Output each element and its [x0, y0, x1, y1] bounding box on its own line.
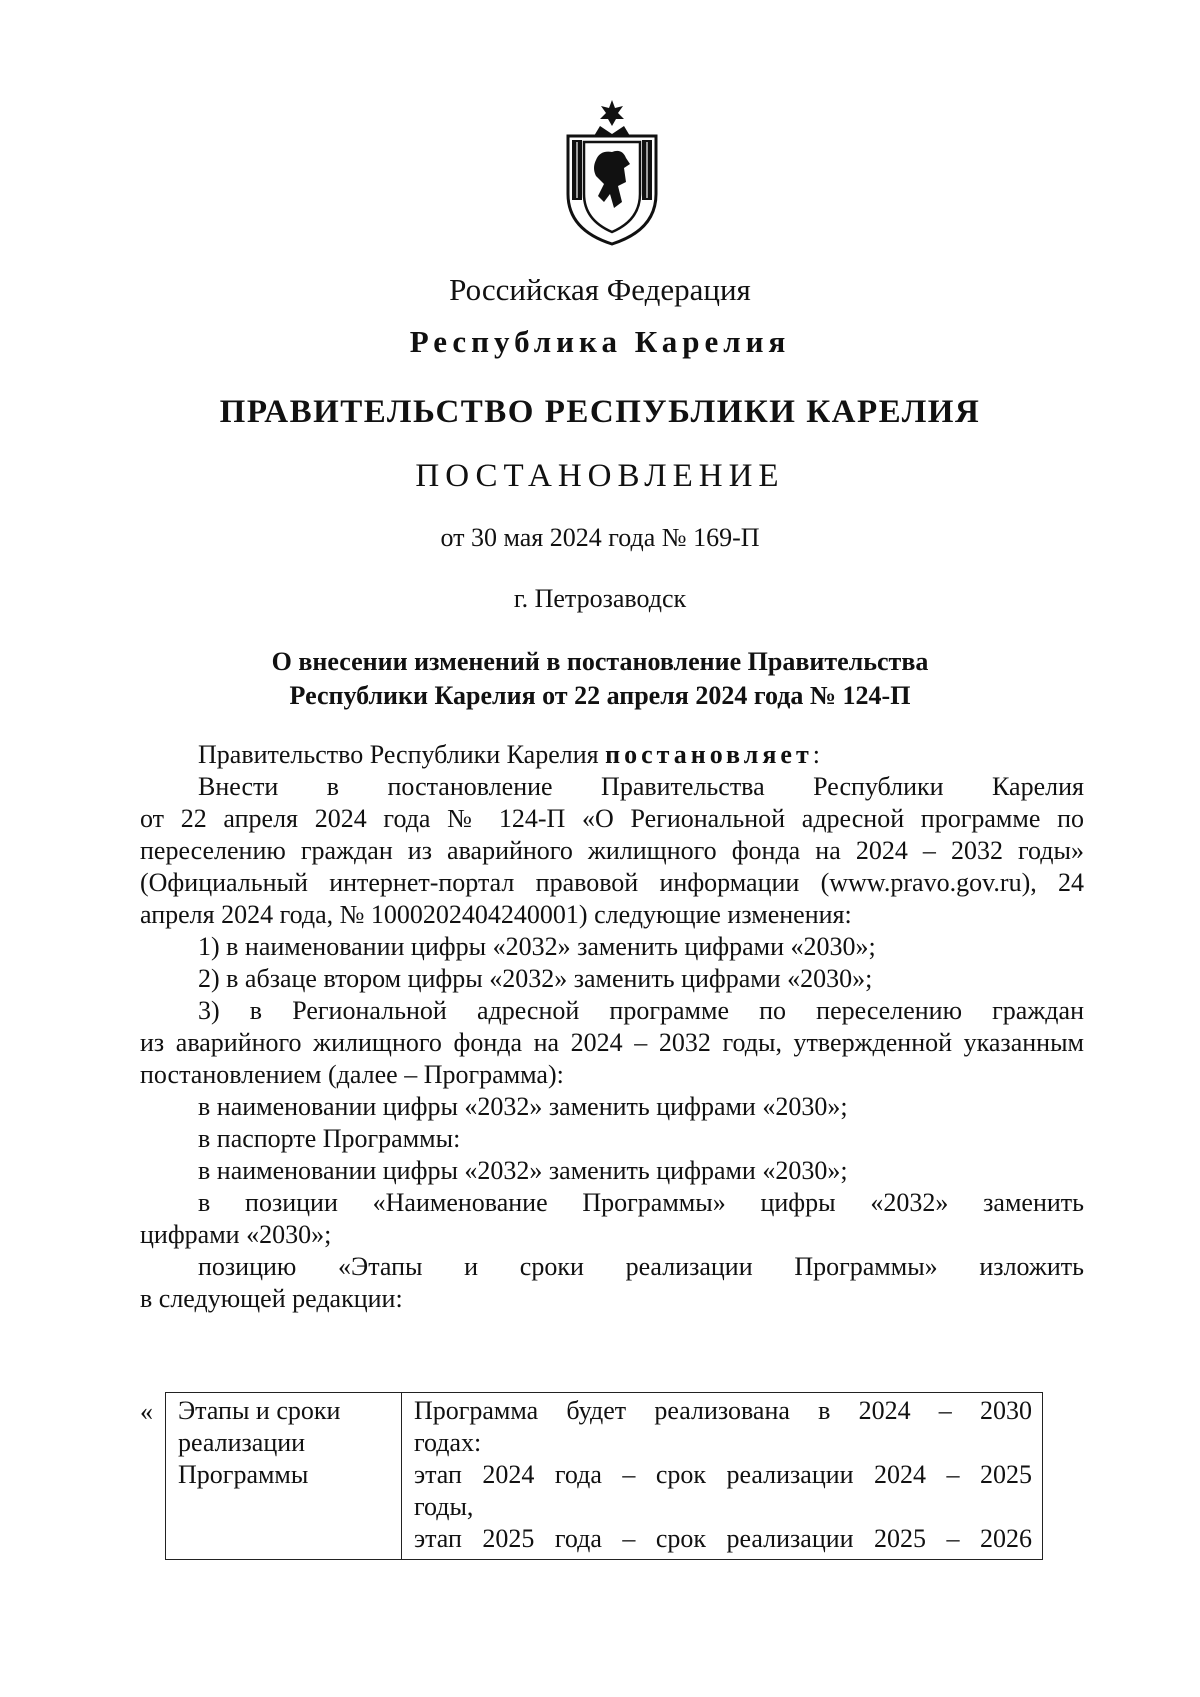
- republic-name: Республика Карелия: [409, 324, 791, 359]
- table-row: [166, 1393, 1043, 1560]
- document-date-number: от 30 мая 2024 года № 169-П: [440, 523, 760, 552]
- paragraph-line: в наименовании цифры «2032» заменить цифрами «2030»;: [198, 1156, 848, 1185]
- stages-table: [165, 1392, 1043, 1560]
- paragraph-text: от 22 апреля 2024 года № 124-П «О Региональной адресной программе по переселению граждан из аварийного жилищного фонда на 2024 – 2032 годы» (Официальный интернет-портал правовой информации (www.pravo.gov.ru), 24 апреля 2024 года, № 1000202404240001) следующие изменения:: [140, 804, 1084, 929]
- decides-word: постановляет: [605, 740, 813, 769]
- table-cell-value: Программа будет реализована в 2024 – 2030 годах: этап 2024 года – срок реализации 2024 – 2025 годы, этап 2025 года – срок реализации 2025 – 2026: [401, 1393, 1042, 1560]
- government-title: ПРАВИТЕЛЬСТВО РЕСПУБЛИКИ КАРЕЛИЯ: [219, 394, 981, 430]
- list-item: 1) в наименовании цифры «2032» заменить цифрами «2030»;: [198, 932, 876, 961]
- document-subject: [0, 645, 1200, 713]
- paragraph-line: Внести в постановление Правительства Республики Карелия: [198, 772, 1084, 801]
- paragraph-line: в позиции «Наименование Программы» цифры «2032» заменить: [198, 1188, 1084, 1217]
- document-city: г. Петрозаводск: [513, 584, 687, 613]
- paragraph-line: позицию «Этапы и сроки реализации Программы» изложить: [198, 1252, 1084, 1281]
- document-body: [140, 739, 1084, 1315]
- karelia-coat-of-arms-icon: [560, 98, 664, 246]
- subject-line-2: Республики Карелия от 22 апреля 2024 года № 124-П: [289, 681, 911, 710]
- paragraph-line: цифрами «2030»;: [140, 1220, 332, 1249]
- list-item: 2) в абзаце втором цифры «2032» заменить цифрами «2030»;: [198, 964, 873, 993]
- paragraph-text: из аварийного жилищного фонда на 2024 – 2032 годы, утвержденной указанным постановлением (далее – Программа):: [140, 1028, 1084, 1089]
- list-item: 3) в Региональной адресной программе по переселению граждан: [198, 996, 1084, 1025]
- decides-paragraph: Правительство Республики Карелия постановляет:: [198, 740, 820, 769]
- table-cell-label: Этапы и сроки реализации Программы: [166, 1393, 402, 1560]
- subject-line-1: О внесении изменений в постановление Правительства: [271, 647, 929, 676]
- document-type: ПОСТАНОВЛЕНИЕ: [415, 458, 785, 494]
- paragraph-line: в следующей редакции:: [140, 1284, 403, 1313]
- open-quote: «: [140, 1397, 153, 1426]
- paragraph-line: в наименовании цифры «2032» заменить цифрами «2030»;: [198, 1092, 848, 1121]
- paragraph-line: в паспорте Программы:: [198, 1124, 461, 1153]
- country-name: Российская Федерация: [449, 272, 751, 307]
